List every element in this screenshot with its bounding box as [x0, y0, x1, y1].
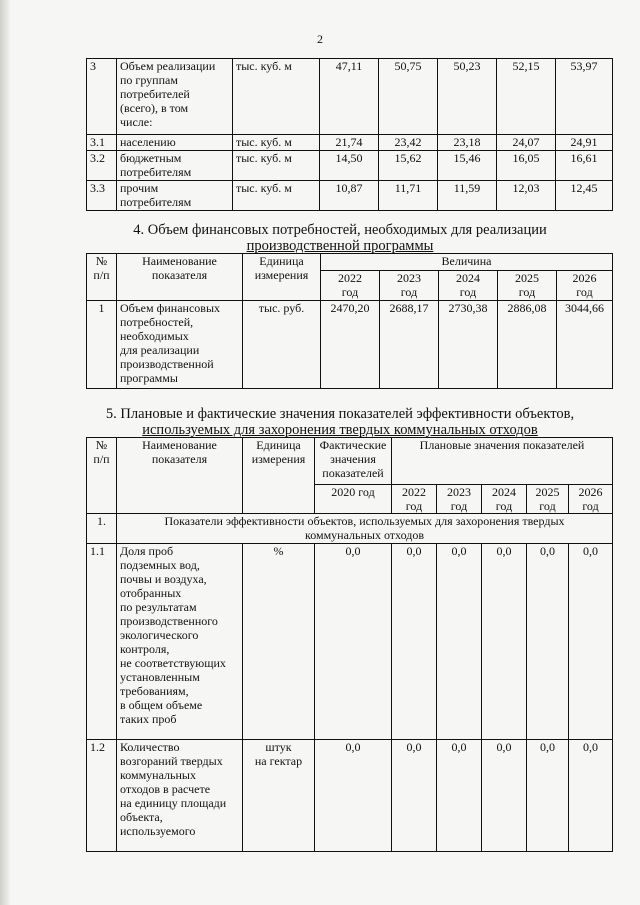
year-header: 2024 год: [482, 485, 527, 514]
header-unit: Единица измерения: [243, 254, 321, 301]
row-value: 24,91: [556, 135, 613, 151]
year-header: 2023 год: [380, 271, 439, 301]
row-value: 0,0: [569, 544, 613, 740]
row-value: 47,11: [320, 59, 379, 135]
row-value: 50,75: [379, 59, 438, 135]
header-name: Наименование показателя: [117, 254, 243, 301]
row-value: 2470,20: [321, 301, 380, 389]
table-row: [87, 301, 613, 389]
header-plan: Плановые значения показателей: [392, 438, 613, 485]
row-value: 23,18: [438, 135, 497, 151]
table-row: [87, 151, 613, 181]
section-5-title: [60, 406, 620, 438]
header-value: Величина: [321, 254, 613, 271]
row-num: 3: [87, 59, 117, 135]
row-value: 24,07: [497, 135, 556, 151]
efficiency-indicators-table: [86, 437, 613, 852]
year-header: 2022 год: [392, 485, 437, 514]
row-unit: тыс. руб.: [243, 301, 321, 389]
row-num: 3.3: [87, 181, 117, 211]
row-value: 0,0: [437, 544, 482, 740]
row-value: 3044,66: [557, 301, 613, 389]
row-name: прочим потребителям: [117, 181, 233, 211]
row-num: 3.2: [87, 151, 117, 181]
row-value: 0,0: [482, 740, 527, 852]
row-fact: 0,0: [315, 740, 392, 852]
row-value: 15,46: [438, 151, 497, 181]
row-num: 3.1: [87, 135, 117, 151]
header-num: № п/п: [87, 438, 117, 514]
year-header: 2026 год: [569, 485, 613, 514]
row-value: 52,15: [497, 59, 556, 135]
row-value: 0,0: [527, 740, 569, 852]
year-header: 2022 год: [321, 271, 380, 301]
row-value: 11,71: [379, 181, 438, 211]
header-num: № п/п: [87, 254, 117, 301]
row-value: 0,0: [569, 740, 613, 852]
table-row: [87, 59, 613, 135]
scan-edge-shadow: [0, 0, 10, 905]
row-value: 0,0: [392, 544, 437, 740]
row-unit: тыс. куб. м: [233, 59, 320, 135]
row-unit: тыс. куб. м: [233, 135, 320, 151]
section-5-title-line2: используемых для захоронения твердых коммунальных отходов: [142, 422, 538, 438]
section-4-title: [60, 222, 620, 254]
row-value: 12,03: [497, 181, 556, 211]
header-name: Наименование показателя: [117, 438, 243, 514]
row-value: 53,97: [556, 59, 613, 135]
table-row: [87, 544, 613, 740]
year-header: 2023 год: [437, 485, 482, 514]
row-num: 1: [87, 301, 117, 389]
row-value: 11,59: [438, 181, 497, 211]
year-header: 2025 год: [527, 485, 569, 514]
table-row: [87, 135, 613, 151]
table-row: [87, 181, 613, 211]
row-name: Количество возгораний твердых коммунальных отходов в расчете на единицу площади объекта, используемого: [117, 740, 243, 852]
row-unit: %: [243, 544, 315, 740]
row-value: 50,23: [438, 59, 497, 135]
row-value: 16,05: [497, 151, 556, 181]
year-header: 2026 год: [557, 271, 613, 301]
year-header: 2025 год: [498, 271, 557, 301]
page-number: 2: [317, 32, 323, 46]
row-num: 1.1: [87, 544, 117, 740]
year-header: 2024 год: [439, 271, 498, 301]
row-value: 2730,38: [439, 301, 498, 389]
header-fact: Фактические значения показателей: [315, 438, 392, 485]
row-value: 0,0: [527, 544, 569, 740]
row-value: 15,62: [379, 151, 438, 181]
row-name: Объем финансовых потребностей, необходимых для реализации производственной программы: [117, 301, 243, 389]
group-title: Показатели эффективности объектов, используемых для захоронения твердых коммунальных отходов: [117, 514, 613, 544]
row-name: Доля проб подземных вод, почвы и воздуха, отобранных по результатам производственного экологического контроля, не соответствующих установленным требованиям, в общем объеме таких проб: [117, 544, 243, 740]
row-value: 23,42: [379, 135, 438, 151]
financial-needs-table: [86, 253, 613, 389]
row-num: 1.2: [87, 740, 117, 852]
group-num: 1.: [87, 514, 117, 544]
row-fact: 0,0: [315, 544, 392, 740]
row-name: населению: [117, 135, 233, 151]
row-unit: тыс. куб. м: [233, 181, 320, 211]
section-5-title-line1: 5. Плановые и фактические значения показателей эффективности объектов,: [105, 406, 575, 422]
row-name: Объем реализации по группам потребителей (всего), в том числе:: [117, 59, 233, 135]
row-value: 0,0: [482, 544, 527, 740]
row-value: 0,0: [392, 740, 437, 852]
fact-year-header: 2020 год: [315, 485, 392, 514]
sales-volume-table: [86, 58, 613, 211]
section-4-title-line2: производственной программы: [246, 238, 434, 254]
row-value: 14,50: [320, 151, 379, 181]
row-value: 16,61: [556, 151, 613, 181]
row-value: 2886,08: [498, 301, 557, 389]
row-value: 2688,17: [380, 301, 439, 389]
row-unit: штук на гектар: [243, 740, 315, 852]
row-value: 10,87: [320, 181, 379, 211]
row-value: 12,45: [556, 181, 613, 211]
header-unit: Единица измерения: [243, 438, 315, 514]
row-value: 0,0: [437, 740, 482, 852]
table-row: [87, 740, 613, 852]
row-unit: тыс. куб. м: [233, 151, 320, 181]
row-name: бюджетным потребителям: [117, 151, 233, 181]
row-value: 21,74: [320, 135, 379, 151]
section-4-title-line1: 4. Объем финансовых потребностей, необходимых для реализации: [133, 222, 547, 238]
